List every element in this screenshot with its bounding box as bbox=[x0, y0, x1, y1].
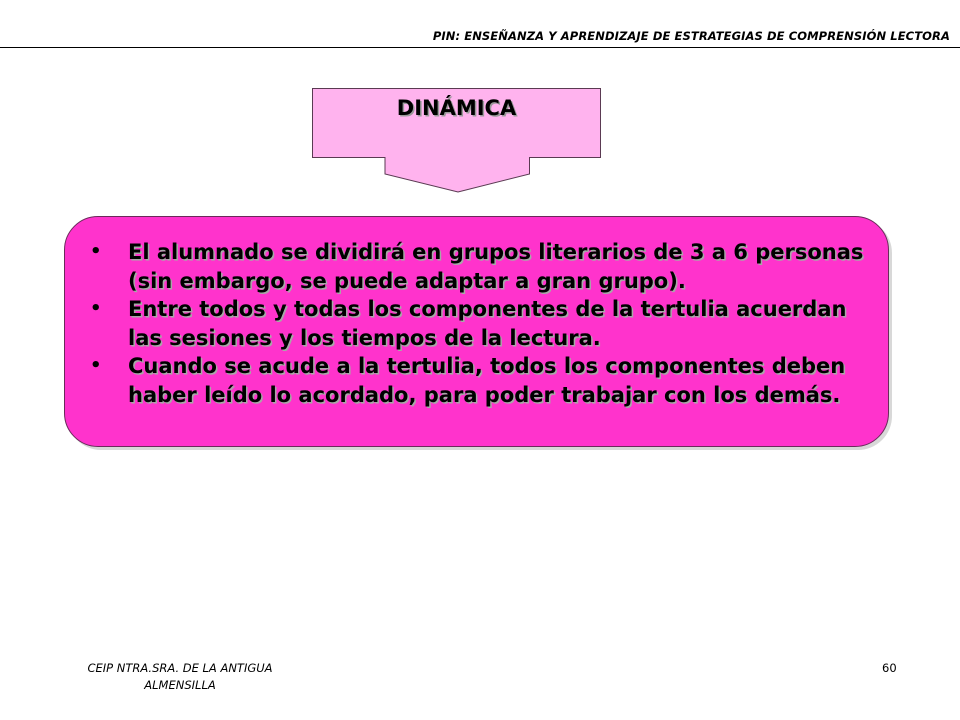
bullet-dot-icon: • bbox=[90, 241, 102, 262]
bullet-item-sessions bbox=[90, 295, 870, 352]
footer-school-name: CEIP NTRA.SRA. DE LA ANTIGUA bbox=[87, 661, 273, 675]
footer-school bbox=[30, 660, 330, 694]
footer-school-town: ALMENSILLA bbox=[144, 678, 216, 692]
header-divider bbox=[0, 47, 960, 48]
bullet-dot-icon: • bbox=[90, 355, 102, 376]
bullet-text-reading: Cuando se acude a la tertulia, todos los componentes deben haber leído lo acordado, para poder trabajar con los demás. bbox=[128, 354, 846, 407]
dinamica-bullet-list bbox=[90, 238, 870, 409]
page-number: 60 bbox=[882, 661, 897, 675]
bullet-item-groups bbox=[90, 238, 870, 295]
page-header-title: PIN: ENSEÑANZA Y APRENDIZAJE DE ESTRATEGIAS DE COMPRENSIÓN LECTORA bbox=[432, 29, 950, 43]
bullet-text-groups: El alumnado se dividirá en grupos literarios de 3 a 6 personas (sin embargo, se puede adaptar a gran grupo). bbox=[128, 240, 864, 293]
dinamica-title: DINÁMICA bbox=[396, 96, 517, 120]
bullet-item-reading bbox=[90, 352, 870, 409]
bullet-dot-icon: • bbox=[90, 298, 102, 319]
bullet-text-sessions: Entre todos y todas los componentes de la tertulia acuerdan las sesiones y los tiempos de la lectura. bbox=[128, 297, 847, 350]
